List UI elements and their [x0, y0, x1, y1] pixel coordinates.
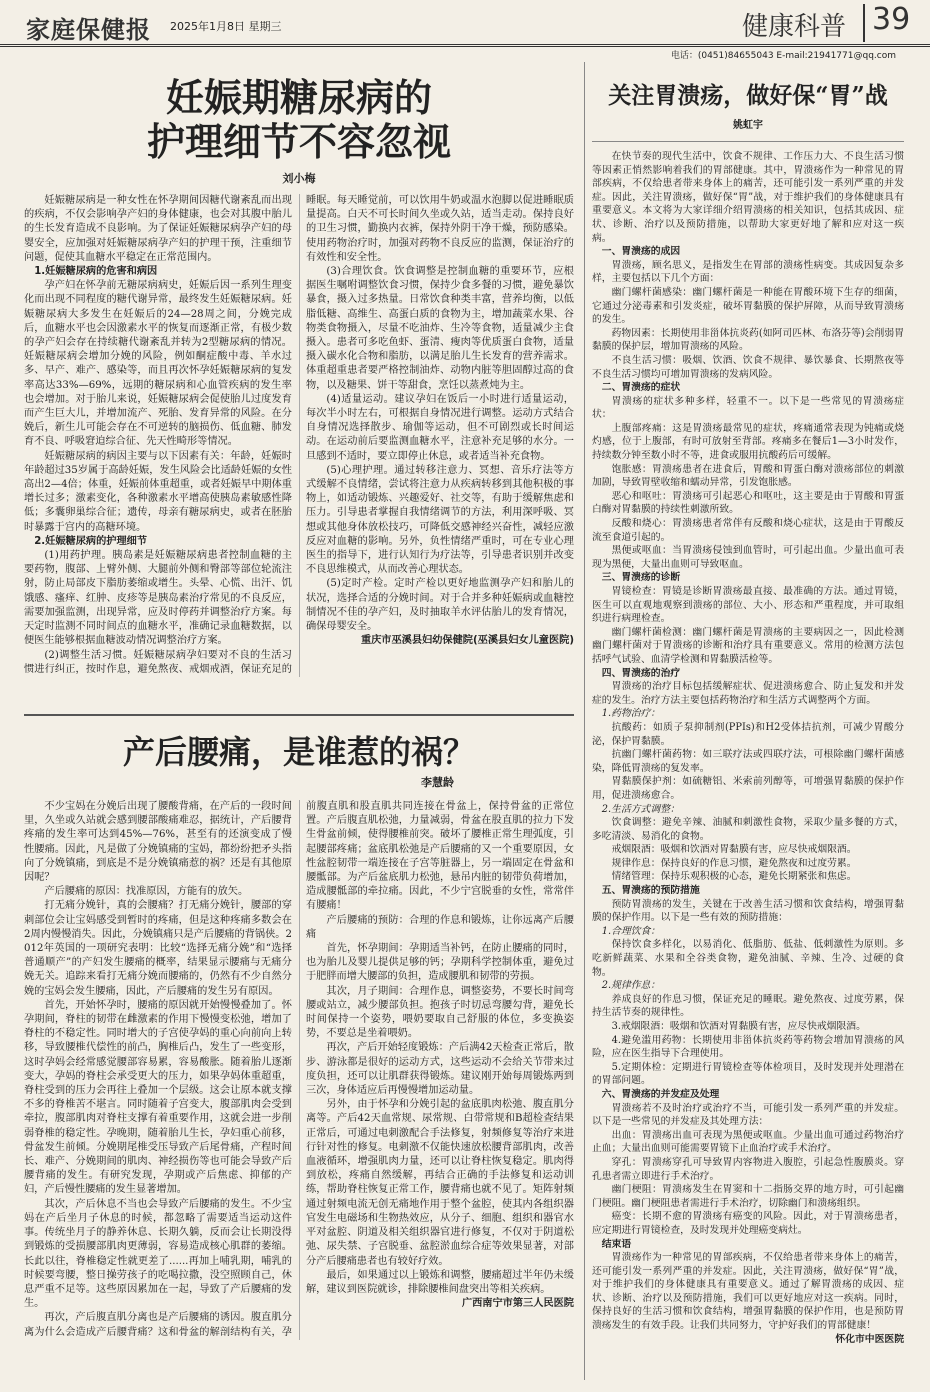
section-heading: 一、胃溃疡的成因: [601, 246, 681, 258]
paragraph: 首先，怀孕期间：孕期适当补钙，在防止腰痛的同时，也为胎儿及婴儿提供足够的钙；孕期科学控制体重，避免过于肥胖而增大腰部的负担，造成腰肌和韧带的劳损。: [306, 943, 574, 983]
section-heading: 2.妊娠糖尿病的护理细节: [34, 535, 148, 547]
paragraph: 不少宝妈在分娩后出现了腰酸背痛，在产后的一段时间里，久坐或久站就会感到腰部酸痛难忍，据统计，产后腰背疼痛的发生率可达到45%—76%，甚至有的还演变成了慢性腰痛。因此，凡是做了分娩镇痛的宝妈，都纷纷把矛头指向了分娩镇痛，到底是不是分娩镇痛惹的祸？还是有其他原因呢？: [24, 801, 292, 884]
article-title: [24, 76, 574, 164]
paragraph: 上腹部疼痛：这是胃溃疡最常见的症状，疼痛通常表现为钝痛或烧灼感，位于上腹部，有时可放射至背部。疼痛多在餐后1—3小时发作，持续数分钟至数小时不等，进食或服用抗酸药后可缓解。: [592, 422, 904, 462]
paragraph: 穿孔：胃溃疡穿孔可导致胃内容物进入腹腔，引起急性腹膜炎。穿孔患者需立即进行手术治疗。: [592, 1156, 904, 1182]
paragraph: 其次，月子期间：合理作息，调整姿势，不要长时间弯腰或站立，减少腰部负担。抱孩子时切忌弯腰勾背，避免长时间保持一个姿势，喂奶要取自己舒服的体位，多变换姿势，不要总是坐着喂奶。: [306, 985, 574, 1040]
article-gastric-ulcer: [592, 72, 904, 1382]
paragraph: 3.戒烟限酒：吸烟和饮酒对胃黏膜有害，应尽快戒烟限酒。: [611, 1021, 866, 1032]
paragraph: 不良生活习惯：吸烟、饮酒、饮食不规律、暴饮暴食、长期熬夜等不良生活习惯均可增加胃溃疡的发病风险。: [592, 354, 904, 380]
paragraph: 出血：胃溃疡出血可表现为黑便或呕血。少量出血可通过药物治疗止血；大量出血则可能需要胃镜下止血治疗或手术治疗。: [592, 1129, 904, 1155]
paragraph: 胃溃疡若不及时治疗或治疗不当，可能引发一系列严重的并发症。以下是一些常见的并发症及其处理方法：: [592, 1102, 904, 1128]
paragraph: 产后腰痛的原因：找准原因，方能有的放矢。: [44, 886, 249, 898]
section-heading: 结束语: [601, 1238, 632, 1250]
paragraph: 胃溃疡的症状多种多样，轻重不一。以下是一些常见的胃溃疡症状：: [592, 395, 904, 421]
section-heading: 四、胃溃疡的治疗: [601, 667, 681, 679]
paragraph: 妊娠糖尿病的病因主要与以下因素有关：年龄，妊娠时年龄超过35岁属于高龄妊娠，发生风险会比适龄妊娠的女性高出2—4倍；体重，妊娠前体重超重，或者妊娠早中期体重增长过多；激素变化，各种激素水平增高使胰岛素敏感性降低；多囊卵巢综合征；遗传，母亲有糖尿病史，或者在胚胎时暴露于宫内的高糖环境。: [24, 450, 292, 533]
column-divider: [584, 62, 585, 1380]
section-heading: 三、胃溃疡的诊断: [601, 572, 681, 584]
paragraph: 饱胀感：胃溃疡患者在进食后，胃酸和胃蛋白酶对溃疡部位的刺激加剧，导致胃壁收缩和蠕动异常，引发饱胀感。: [592, 463, 904, 489]
paragraph: 保持饮食多样化，以易消化、低脂肪、低盐、低刺激性为原则。多吃新鲜蔬菜、水果和全谷类食物，避免油腻、辛辣、生冷、过硬的食物。: [592, 939, 904, 978]
paragraph: 反酸和烧心：胃溃疡患者常伴有反酸和烧心症状，这是由于胃酸反流至食道引起的。: [592, 518, 904, 543]
paragraph: 胃溃疡的治疗目标包括缓解症状、促进溃疡愈合、防止复发和并发症的发生。治疗方法主要包括药物治疗和生活方式调整两个方面。: [592, 681, 904, 706]
section-heading: 五、胃溃疡的预防措施: [601, 885, 700, 897]
article-title: 关注胃溃疡，做好保“胃”战: [608, 82, 888, 109]
paragraph: 戒烟限酒：吸烟和饮酒对胃黏膜有害，应尽快戒烟限酒。: [611, 844, 857, 856]
source-hospital: 广西南宁市第三人民医院: [461, 1298, 574, 1310]
paragraph: (5)定时产检。定时产检以更好地监测孕产妇和胎儿的状况，选择合适的分娩时间。对于合并多种妊娠病或血糖控制情况不佳的孕产妇，及时抽取羊水评估胎儿的发育情况，确保母婴安全。: [306, 578, 574, 633]
paragraph: (4)适量运动。建议孕妇在饭后一小时进行适量运动，每次半小时左右，可根据自身情况进行调整。运动方式结合自身情况选择散步、瑜伽等运动，但不可剧烈或长时间运动。在运动前后要监测血糖水平，注意补充足够的水分。一旦感到不适时，要立即停止休息，或者适当补充食物。: [306, 393, 574, 462]
paragraph: 胃溃疡，顾名思义，是指发生在胃部的溃疡性病变。其成因复杂多样，主要包括以下几个方面：: [592, 259, 904, 285]
paragraph: 5.定期体检：定期进行胃镜检查等体检项目，及时发现并处理潜在的胃部问题。: [592, 1061, 904, 1087]
article-author: 刘小梅: [282, 172, 316, 185]
paragraph: 抗酸药：如质子泵抑制剂(PPIs)和H2受体拮抗剂，可减少胃酸分泌，保护胃黏膜。: [592, 721, 904, 747]
paragraph: 饮食调整：避免辛辣、油腻和刺激性食物，采取少量多餐的方式，多吃清淡、易消化的食物。: [592, 817, 904, 842]
paragraph: 恶心和呕吐：胃溃疡可引起恶心和呕吐，这主要是由于胃酸和胃蛋白酶对胃黏膜的持续性刺激所致。: [592, 490, 904, 516]
article-postpartum-back-pain: [24, 722, 574, 1382]
article-body: [24, 194, 574, 677]
sub-heading: 1.合理饮食：: [601, 925, 661, 937]
paragraph: 其次，产后休息不当也会导致产后腰痛的发生。不少宝妈在产后坐月子休息的时候，都忽略了需要适当运动这件事。传统坐月子的静养休息、长期久躺，反而会让长期没得到锻炼的受损腰部肌肉更薄弱，容易造成核心肌群的萎缩。长此以往，脊椎稳定性就更差了......再加上哺乳期，哺乳的时候要弯腰，整日操劳孩子的吃喝拉撒，没空照顾自己，休息严重不足等。这些原因累加在一起，导致了产后腰痛的发生。: [24, 1198, 292, 1310]
sub-heading: 2.规律作息：: [601, 980, 661, 992]
paragraph: 胃镜检查：胃镜是诊断胃溃疡最直接、最准确的方法。通过胃镜，医生可以直观地观察到溃疡的部位、大小、形态和严重程度，并可取组织进行病理检查。: [592, 586, 904, 625]
article-author: 李慧龄: [421, 776, 454, 789]
source-hospital: 重庆市巫溪县妇幼保健院(巫溪县妇女儿童医院): [360, 635, 574, 647]
source-hospital: 怀化市中医医院: [835, 1333, 904, 1345]
article-title: 产后腰痛，是谁惹的祸？: [122, 733, 475, 771]
issue-date: 2025年1月8日 星期三: [170, 20, 282, 33]
page-number: 39: [872, 2, 911, 37]
section-heading: 1.妊娠糖尿病的危害和病因: [34, 266, 158, 278]
article-body: [24, 800, 574, 1340]
paragraph: (5)心理护理。通过转移注意力、冥想、音乐疗法等方式缓解不良情绪，尝试将注意力从疾病转移到其他积极的事物上，如适动锻炼、兴趣爱好、社交等，有助于缓解焦虑和压力。引导患者掌握自我情绪调节的方法，利用深呼吸、冥想或其他身体放松技巧，可降低交感神经兴奋性，减轻应激反应对血糖的影响。另外，负性情绪严重时，可在专业心理医生的指导下，进行认知行为疗法等，引导患者识别并改变不良思维模式，从而改善心理状态。: [306, 464, 574, 576]
paragraph: 幽门螺杆菌感染：幽门螺杆菌是一种能在胃酸环境下生存的细菌，它通过分泌毒素和引发炎症，破坏胃黏膜的保护屏障，从而导致胃溃疡的发生。: [592, 286, 904, 326]
paragraph: 幽门螺杆菌检测：幽门螺杆菌是胃溃疡的主要病因之一，因此检测幽门螺杆菌对于胃溃疡的诊断和治疗具有重要意义。常用的检测方法包括呼气试验、血清学检测和胃黏膜活检等。: [592, 626, 904, 665]
paragraph: 癌变：长期不愈的胃溃疡有癌变的风险。因此，对于胃溃疡患者，应定期进行胃镜检查，及时发现并处理癌变病灶。: [592, 1211, 904, 1236]
paragraph: 孕产妇在怀孕前无糖尿病病史，妊娠后因一系列生理变化而出现不同程度的糖代谢异常，最终发生妊娠糖尿病。妊娠糖尿病大多发生在妊娠后的24—28周之间，分娩完成后，血糖水平也会因激素水平的恢复而逐渐正常，有极少数的孕产妇会存在持续糖代谢紊乱并转为2型糖尿病的情况。妊娠糖尿病会增加分娩的风险，例如酮症酸中毒、羊水过多、早产、难产、感染等，而且再次怀孕妊娠糖尿病的复发率高达33%—69%，远期的糖尿病和心血管疾病的发生率也会增加。对于胎儿来说，妊娠糖尿病会促使胎儿过度发育而产生巨大儿，并增加流产、死胎、发育异常的风险。在分娩后，新生儿可能会存在不可逆转的脑损伤、低血糖、肺发育不良、呼吸窘迫综合征、先天性畸形等情况。: [24, 280, 292, 448]
paragraph: 打无痛分娩针，真的会腰痛？打无痛分娩针，腰部的穿刺部位会让宝妈感受到暂时的疼痛，但是这种疼痛多数会在2周内慢慢消失。因此，分娩镇痛只是产后腰痛的背锅侠。2012年英国的一项研究表明：比较“选择无痛分娩”和“选择普通顺产”的产妇发生腰痛的概率，结果显示腰痛与无痛分娩无关。追踪来看打无痛分娩而腰痛的，仍然有不少自然分娩的宝妈会发生腰痛，因此，产后腰痛的发生另有原因。: [24, 900, 292, 997]
article-gestational-diabetes: [24, 72, 574, 712]
article-body: [592, 150, 904, 1346]
paragraph: 4.避免滥用药物：长期使用非甾体抗炎药等药物会增加胃溃疡的风险，应在医生指导下合理使用。: [592, 1034, 904, 1060]
paragraph: 妊娠糖尿病是一种女性在怀孕期间因糖代谢紊乱而出现的疾病，不仅会影响孕产妇的身体健康，也会对其腹中胎儿的生长发育造成不良影响。为了保证妊娠糖尿病孕产妇的母婴安全，应加强对妊娠糖尿病孕产妇的护理干预，注重细节问题，促使其血糖水平稳定在正常范围内。: [24, 195, 292, 263]
article-separator: [24, 714, 574, 716]
paragraph: 预防胃溃疡的发生，关键在于改善生活习惯和饮食结构，增强胃黏膜的保护作用。以下是一些有效的预防措施：: [592, 898, 904, 924]
paragraph: 产后腰痛的预防：合理的作息和锻炼，让你远离产后腰痛: [306, 914, 574, 940]
paragraph: 药物因素：长期使用非甾体抗炎药(如阿司匹林、布洛芬等)会削弱胃黏膜的保护层，增加胃溃疡的风险。: [592, 327, 904, 353]
section-title: 健康科普: [742, 12, 847, 42]
section-heading: 六、胃溃疡的并发症及处理: [601, 1088, 720, 1100]
paragraph: 抗幽门螺杆菌药物：如三联疗法或四联疗法，可根除幽门螺杆菌感染，降低胃溃疡的复发率。: [592, 749, 904, 774]
paragraph: 养成良好的作息习惯，保证充足的睡眠。避免熬夜、过度劳累，保持生活节奏的规律性。: [592, 993, 904, 1019]
paragraph: 另外，由于怀孕和分娩引起的盆底肌肉松弛、腹直肌分离等。产后42天血常规、尿常规、白带常规和B超检查结果正常后，可通过电刺激配合手法修复，射频修复等治疗来进行针对性的修复。电刺激不仅能快速放松腰背部肌肉，改善血液循环，增强肌肉力量，还可以让脊柱恢复稳定。肌肉得到放松，疼痛自然缓解，再结合正确的手法修复和运动训练，帮助脊柱恢复正常工作，腰背痛也就不见了。矩阵射频通过射频电流无创无痛地作用于整个盆腔，使其内各组织器官发生电磁场和生物热效应，从分子、细胞、组织和器官水平对盆腔、阴道及相关组织器官进行修复，不仅对于阴道松弛、尿失禁、子宫脱垂、盆腔淤血综合症等效果显著，对部分产后腰痛患者也有较好疗效。: [306, 1099, 574, 1267]
paragraph: 规律作息：保持良好的作息习惯，避免熬夜和过度劳累。: [611, 857, 857, 869]
paper-name: 家庭保健报: [26, 16, 151, 44]
section-heading: 二、胃溃疡的症状: [601, 382, 681, 394]
paragraph: 情绪管理：保持乐观积极的心态，避免长期紧张和焦虑。: [611, 871, 857, 883]
masthead: [0, 0, 930, 47]
title-line-1: 妊娠期糖尿病的: [165, 75, 432, 120]
paragraph: 再次，产后开始轻度锻炼：产后满42天检查正常后，散步、游泳都是很好的运动方式，这些运动不会给关节带来过度负担，还可以让肌群获得锻炼。建议刚开始每周锻炼两到三次，身体适应后再慢慢增加运动量。: [306, 1042, 574, 1097]
paragraph: 再次，产后腹直肌分离也是产后腰痛的诱因。腹直肌分离为什么会造成产后腰背痛？这和骨盆的解剖结构有关，孕前腹直肌和股直肌共同连接在骨盆上，保持骨盆的正常位置。产后腹直肌松弛，力量减弱，骨盆在股直肌的拉力下发生骨盆前倾，使得腰椎前突。破坏了腰椎正常生理弧度，引起腰部疼痛；盆底肌松弛是产后腰痛的又一个重要原因，女性盆腔韧带一端连接在子宫等脏器上，另一端固定在骨盆和腰骶部。为产后盆底肌力松弛，悬吊内脏的韧带负荷增加，造成腰骶部的牵拉痛。因此，不少宁宫脱垂的女性，常常伴有腰痛！: [24, 801, 574, 1338]
paragraph: (3)合理饮食。饮食调整是控制血糖的重要环节，应根据医生嘱咐调整饮食习惯，保持少食多餐的习惯，避免暴饮暴食，摄入过多热量。日常饮食种类丰富，营养均衡，以低脂低糖、高维生、高蛋白质的食物为主，增加蔬菜水果、谷物类食物摄入，尽量不吃油炸、生冷等食物，适量减少主食摄入。患者可多吃鱼虾、蛋清、瘦肉等优质蛋白食物，适量摄入碳水化合物和脂肪，以满足胎儿生长发育的营养需求。体重超重患者要严格控制油炸、动物内脏等胆固醇过高的食物，以及糖果、饼干等甜食，烹饪以蒸煮炖为主。: [306, 266, 574, 391]
paragraph: 胃黏膜保护剂：如硫糖铝、米索前列醇等，可增强胃黏膜的保护作用，促进溃疡愈合。: [592, 776, 904, 801]
paragraph: (2)调整生活习惯。妊娠糖尿病孕妇要对不良的生活习惯进行纠正，按时作息，避免熬夜、戒烟戒酒，保证充足的睡眠。每天睡觉前，可以饮用牛奶或温水泡脚以促进睡眠质量提高。白天不可长时间久坐或久站，适当走动。保持良好的卫生习惯，勤换内衣裤，保持外阴干净干燥，预防感染。使用药物治疗时，加强对药物不良反应的监测，保证治疗的有效性和安全性。: [24, 195, 574, 675]
contact-info: 电话：(0451)84655043 E-mail:21941771@qq.com: [670, 51, 896, 61]
masthead-divider: [863, 4, 865, 42]
sub-heading: 2.生活方式调整：: [601, 803, 680, 815]
paragraph: 最后，如果通过以上锻炼和调整，腰痛超过半年仍未缓解，建议到医院就诊，排除腰椎间盘突出等相关疾病。: [306, 1269, 574, 1295]
paragraph: 幽门梗阻：胃溃疡发生在胃窦和十二指肠交界的地方时，可引起幽门梗阻。幽门梗阻患者需进行手术治疗，切除幽门和溃疡组织。: [592, 1184, 904, 1209]
paragraph: (1)用药护理。胰岛素是妊娠糖尿病患者控制血糖的主要药物，腹部、上臂外侧、大腿前外侧和臀部等部位轮流注射，防止局部皮下脂肪萎缩或增生。头晕、心慌、出汗、饥饿感、瘙痒、红肿、皮疹等是胰岛素治疗常见的不良反应，需要加强监测，出现异常，应及时停药并调整治疗方案。每天定时监测不同时间点的血糖水平，准确记录血糖数据，以便医生能够根据血糖波动情况调整治疗方案。: [24, 550, 292, 647]
paragraph: 在快节奏的现代生活中，饮食不规律、工作压力大、不良生活习惯等因素正悄然影响着我们的胃部健康。其中，胃溃疡作为一种常见的胃部疾病，不仅给患者带来身体上的痛苦，还可能引发一系列严重的并发症。因此，关注胃溃疡，做好保“胃”战，对于维护我们的身体健康具有重要意义。本文将为大家详细介绍胃溃疡的相关知识，包括其成因、症状、诊断、治疗以及预防措施，以帮助大家更好地了解和应对这一疾病。: [592, 151, 904, 244]
title-line-2: 护理细节不容忽视: [146, 119, 451, 164]
paragraph: 黑便或呕血：当胃溃疡侵蚀到血管时，可引起出血。少量出血可表现为黑便，大量出血则可导致呕血。: [592, 545, 904, 570]
title-rule: [592, 141, 904, 142]
paragraph: 胃溃疡作为一种常见的胃部疾病，不仅给患者带来身体上的痛苦，还可能引发一系列严重的并发症。因此，关注胃溃疡，做好保“胃”战，对于维护我们的身体健康具有重要意义。通过了解胃溃疡的成因、症状、诊断、治疗以及预防措施，我们可以更好地应对这一疾病。同时，保持良好的生活习惯和饮食结构，增强胃黏膜的保护作用，也是预防胃溃疡发生的有效手段。让我们共同努力，守护好我们的胃部健康！: [592, 1252, 904, 1332]
paragraph: 首先，开始怀孕时，腰痛的原因就开始慢慢叠加了。怀孕期间，脊柱的韧带在雌激素的作用下慢慢变松弛，增加了脊柱的不稳定性。同时增大的子宫使孕妈的重心向前向上转移，导致腰椎代偿性的前凸，胸椎后凸，发生了一些变形，这时孕妈会经常感觉腰部容易累，容易酸胀。随着胎儿逐渐变大，孕妈的脊柱会承受更大的压力，如果孕妈体重超重，脊柱受到的压力会再往上叠加一个层级。这会让原本就支撑不多的脊椎苦不堪言。同时随着子宫变大，腹部肌肉会受到牵拉，腹部肌肉对脊柱支撑有着重要作用，这就会进一步削弱脊椎的稳定性。孕晚期，随着胎儿生长，孕妇重心前移，骨盆发生前倾。分娩期尾椎受压导致产后尾骨痛，产程时间长、难产、分娩期间的肌肉、神经损伤等也可能会导致产后腰背痛的发生。有研究发现，孕期或产后焦虑、抑郁的产妇，产后慢性腰痛的发生显著增加。: [24, 999, 292, 1196]
sub-heading: 1.药物治疗：: [601, 708, 661, 720]
article-author: 姚虹宇: [733, 120, 763, 131]
